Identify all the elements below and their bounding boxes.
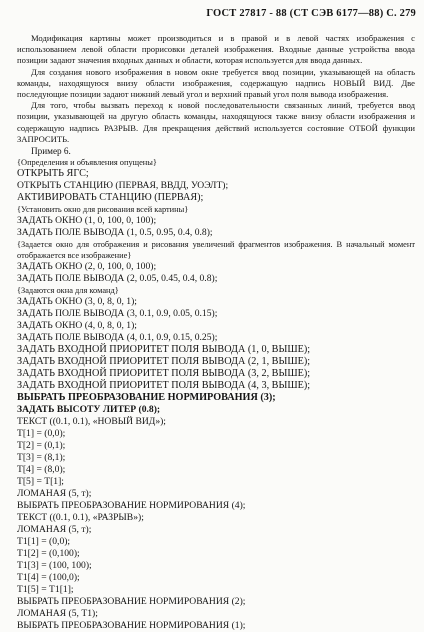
code-line: ЗАДАТЬ ВХОДНОЙ ПРИОРИТЕТ ПОЛЯ ВЫВОДА (2, 1, ВЫШЕ);: [17, 356, 311, 368]
code-line: Т1[1] = (0,0);: [17, 536, 71, 548]
code-line: ЛОМАНАЯ (5, Т1);: [17, 608, 98, 620]
paragraph: Модификация картины может производиться и в правой и в левой частях изображения с использованием левой области прорисовки деталей изображения. Входные данные устройства ввода позиции задают значения входных данных и области, которая используется для ввода данных.: [17, 33, 415, 66]
code-line: Т1[3] = (100, 100);: [17, 560, 92, 572]
paragraph: Для того, чтобы вызвать переход к новой последовательности связанных линий, требуется ввод позиции, указывающей на другую область команды, находящуюся также внизу области изображения и содержащую надпись РАЗРЫВ. Для прекращения действий используется состояние ОТБОЙ функции ЗАПРОСИТЬ.: [17, 100, 415, 144]
code-line: Т[4] = (8,0);: [17, 464, 66, 476]
paragraph: Для создания нового изображения в новом окне требуется ввод позиции, указывающей на область команды, находящуюся внизу области изображения, содержащую надпись НОВЫЙ ВИД. Две последующие позиции задают нижний левый угол и верхний правый угол поля вывода изображения.: [17, 66, 415, 100]
code-comment: {Установить окно для рисования всей картины}: [17, 205, 189, 215]
page-header: ГОСТ 27817 - 88 (СТ СЭВ 6177—88) С. 279: [206, 8, 416, 19]
code-line: ВЫБРАТЬ ПРЕОБРАЗОВАНИЕ НОРМИРОВАНИЯ (1);: [17, 620, 246, 632]
code-line: ЗАДАТЬ ОКНО (4, 0, 8, 0, 1);: [17, 320, 137, 332]
code-line: ЗАДАТЬ ОКНО (2, 0, 100, 0, 100);: [17, 261, 157, 273]
code-line: ОТКРЫТЬ ЯГС;: [17, 168, 89, 180]
code-line: АКТИВИРОВАТЬ СТАНЦИЮ (ПЕРВАЯ);: [17, 192, 204, 204]
code-line: ЗАДАТЬ ВХОДНОЙ ПРИОРИТЕТ ПОЛЯ ВЫВОДА (4, 3, ВЫШЕ);: [17, 380, 311, 392]
code-line: ЛОМАНАЯ (5, т);: [17, 488, 92, 500]
code-line: ЗАДАТЬ ПОЛЕ ВЫВОДА (2, 0.05, 0.45, 0.4, 0.8);: [17, 273, 218, 285]
code-line: ЗАДАТЬ ВХОДНОЙ ПРИОРИТЕТ ПОЛЯ ВЫВОДА (1, 0, ВЫШЕ);: [17, 344, 311, 356]
code-line: ЗАДАТЬ ПОЛЕ ВЫВОДА (4, 0.1, 0.9, 0.15, 0.25);: [17, 332, 218, 344]
code-comment: {Задается окно для отображения и рисования увеличений фрагментов изображения. В начальный момент отображается все изображение}: [17, 240, 415, 261]
code-line: Т1[5] = Т1[1];: [17, 584, 74, 596]
code-line: ВЫБРАТЬ ПРЕОБРАЗОВАНИЕ НОРМИРОВАНИЯ (4);: [17, 500, 246, 512]
code-comment: {Задаются окна для команд}: [17, 286, 119, 296]
code-line: ОТКРЫТЬ СТАНЦИЮ (ПЕРВАЯ, ВВДД, УОЭЛТ);: [17, 180, 229, 192]
code-line: Т1[2] = (0,100);: [17, 548, 80, 560]
code-line: ЗАДАТЬ ПОЛЕ ВЫВОДА (3, 0.1, 0.9, 0.05, 0.15);: [17, 308, 218, 320]
code-line: Т[1] = (0,0);: [17, 428, 66, 440]
code-line: ЗАДАТЬ ОКНО (1, 0, 100, 0, 100);: [17, 215, 157, 227]
code-line: Т[5] = Т[1];: [17, 476, 64, 488]
code-line: ЗАДАТЬ ВХОДНОЙ ПРИОРИТЕТ ПОЛЯ ВЫВОДА (3, 2, ВЫШЕ);: [17, 368, 311, 380]
code-comment: {Определения и объявления опущены}: [17, 158, 157, 168]
code-line: ВЫБРАТЬ ПРЕОБРАЗОВАНИЕ НОРМИРОВАНИЯ (3);: [17, 392, 276, 404]
code-line: Т[3] = (8,1);: [17, 452, 66, 464]
code-line: ВЫБРАТЬ ПРЕОБРАЗОВАНИЕ НОРМИРОВАНИЯ (2);: [17, 596, 246, 608]
code-listing: [17, 157, 415, 632]
code-line: Т1[4] = (100,0);: [17, 572, 80, 584]
code-line: ЗАДАТЬ ОКНО (3, 0, 8, 0, 1);: [17, 296, 137, 308]
page-body: [17, 33, 415, 632]
code-line: ЗАДАТЬ ПОЛЕ ВЫВОДА (1, 0.5, 0.95, 0.4, 0.8);: [17, 227, 213, 239]
code-line: ЛОМАНАЯ (5, т);: [17, 524, 92, 536]
code-line: ЗАДАТЬ ВЫСОТУ ЛИТЕР (0.8);: [17, 404, 161, 416]
code-line: Т[2] = (0,1);: [17, 440, 66, 452]
code-line: ТЕКСТ ((0.1, 0.1), «НОВЫЙ ВИД»);: [17, 416, 166, 428]
example-label: Пример 6.: [31, 146, 71, 157]
code-line: ТЕКСТ ((0.1, 0.1), «РАЗРЫВ»);: [17, 512, 144, 524]
